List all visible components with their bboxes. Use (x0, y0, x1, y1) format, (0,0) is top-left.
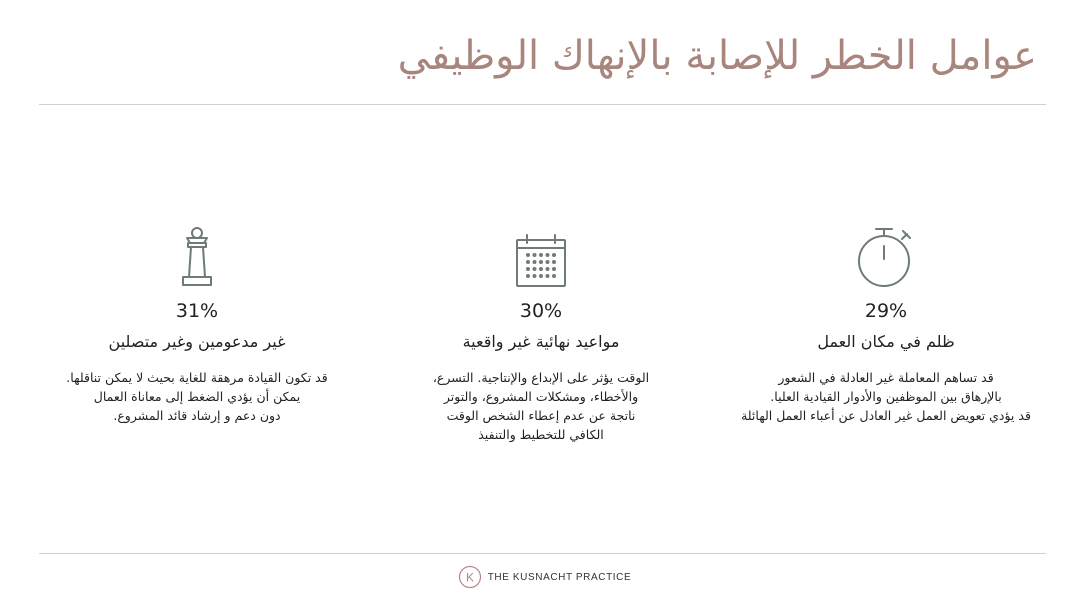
page-title: عوامل الخطر للإصابة بالإنهاك الوظيفي (397, 33, 1037, 79)
risk-card-deadlines (381, 222, 701, 444)
bottom-divider (39, 553, 1046, 554)
risk-heading: غير مدعومين وغير متصلين (108, 332, 286, 351)
risk-percent: 31% (175, 300, 219, 322)
risk-description (726, 368, 1046, 425)
chess-king-icon (37, 222, 357, 288)
risk-card-unsupported (37, 222, 357, 425)
description-line: الكافي للتخطيط والتنفيذ (478, 427, 604, 442)
risk-description (381, 368, 701, 444)
top-divider (39, 104, 1046, 105)
brand-logo-icon (458, 565, 482, 589)
description-line: دون دعم و إرشاد قائد المشروع. (113, 408, 281, 423)
description-line: بالإرهاق بين الموظفين والأدوار القيادية العليا. (770, 389, 1002, 404)
description-line: يمكن أن يؤدي الضغط إلى معاناة العمال (93, 389, 301, 404)
risk-heading: مواعيد نهائية غير واقعية (462, 332, 620, 351)
description-line: قد تساهم المعاملة غير العادلة في الشعور (778, 370, 994, 385)
description-line: ناتجة عن عدم إعطاء الشخص الوقت (446, 408, 636, 423)
description-line: والأخطاء، ومشكلات المشروع، والتوتر (443, 389, 639, 404)
risk-heading: ظلم في مكان العمل (817, 332, 955, 351)
footer (0, 565, 1089, 589)
description-line: قد تكون القيادة مرهقة للغاية بحيث لا يمكن تناقلها. (66, 370, 328, 385)
risk-percent: 29% (864, 300, 908, 322)
brand-logo-letter: K (465, 570, 474, 585)
stopwatch-icon (726, 222, 1046, 288)
brand-name: THE KUSNACHT PRACTICE (487, 571, 632, 583)
risk-percent: 30% (519, 300, 563, 322)
risk-description (37, 368, 357, 425)
calendar-icon (381, 222, 701, 288)
description-line: قد يؤدي تعويض العمل غير العادل عن أعباء العمل الهائلة (741, 408, 1031, 423)
risk-card-unfairness (726, 222, 1046, 425)
description-line: الوقت يؤثر على الإبداع والإنتاجية. التسرع، (432, 370, 650, 385)
